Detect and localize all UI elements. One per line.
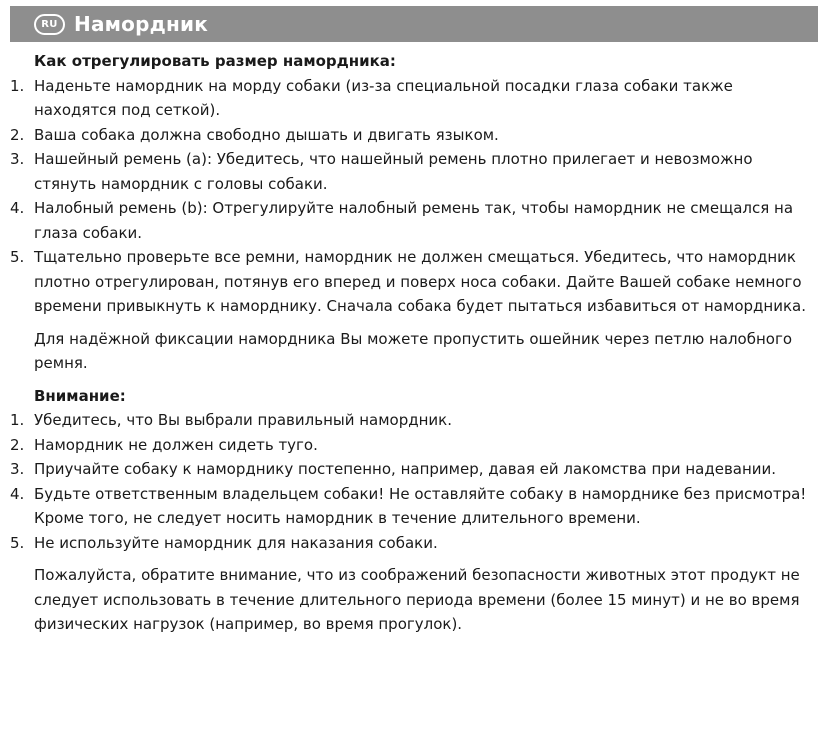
list-item-text: Приучайте собаку к наморднику постепенно, например, давая ей лакомства при надевании. <box>34 460 777 478</box>
section-header <box>10 6 818 42</box>
adjust-list <box>10 74 816 319</box>
list-item <box>10 123 816 148</box>
list-item-number: 1. <box>10 411 25 429</box>
list-item-number: 5. <box>10 533 25 552</box>
list-item-number: 3. <box>10 460 25 478</box>
list-item <box>10 147 816 196</box>
list-item <box>10 74 816 123</box>
list-item <box>10 245 816 319</box>
list-item-text: Будьте ответственным владельцем собаки! Не оставляйте собаку в наморднике без присмотра! Кроме того, не следует носить намордник в течение длительного времени. <box>34 484 807 527</box>
list-item-text: Не используйте намордник для наказания собаки. <box>34 533 438 552</box>
list-item-number: 5. <box>10 248 25 266</box>
list-item <box>10 408 816 433</box>
list-item-text: Налобный ремень (b): Отрегулируйте налобный ремень так, чтобы намордник не смещался на глаза собаки. <box>34 199 794 242</box>
header-title: Намордник <box>74 12 208 36</box>
list-item-text: Нашейный ремень (a): Убедитесь, что нашейный ремень плотно прилегает и невозможно стянуть намордник с головы собаки. <box>34 150 753 193</box>
adjust-note: Для надёжной фиксации намордника Вы можете пропустить ошейник через петлю налобного ремня. <box>34 329 793 372</box>
list-item-text: Убедитесь, что Вы выбрали правильный намордник. <box>34 411 453 429</box>
list-item <box>10 482 816 531</box>
attention-section-title: Внимание: <box>34 386 126 405</box>
list-item-number: 2. <box>10 125 25 144</box>
list-item-text: Намордник не должен сидеть туго. <box>34 435 318 454</box>
list-item <box>10 196 816 245</box>
attention-note: Пожалуйста, обратите внимание, что из соображений безопасности животных этот продукт не следует использовать в течение длительного периода времени (более 15 минут) и не во время физических нагрузок (например, во время прогулок). <box>34 566 800 633</box>
list-item-text: Тщательно проверьте все ремни, намордник не должен смещаться. Убедитесь, что намордник плотно отрегулирован, потянув его вперед и поверх носа собаки. Дайте Вашей собаке немного времени привыкнуть к наморднику. Сначала собака будет пытаться избавиться от намордника. <box>34 248 806 315</box>
spacer <box>10 376 816 384</box>
list-item-number: 4. <box>10 199 25 217</box>
language-badge: RU <box>34 14 65 35</box>
list-item-number: 2. <box>10 435 25 454</box>
list-item-number: 3. <box>10 150 25 168</box>
adjust-section-title: Как отрегулировать размер намордника: <box>34 52 396 70</box>
document-body <box>10 49 816 637</box>
list-item-text: Наденьте намордник на морду собаки (из-за специальной посадки глаза собаки также находятся под сеткой). <box>34 76 733 119</box>
list-item <box>10 531 816 556</box>
list-item-text: Ваша собака должна свободно дышать и двигать языком. <box>34 125 499 144</box>
list-item-number: 4. <box>10 484 25 503</box>
list-item <box>10 457 816 482</box>
attention-list <box>10 408 816 555</box>
list-item <box>10 433 816 458</box>
list-item-number: 1. <box>10 76 25 95</box>
